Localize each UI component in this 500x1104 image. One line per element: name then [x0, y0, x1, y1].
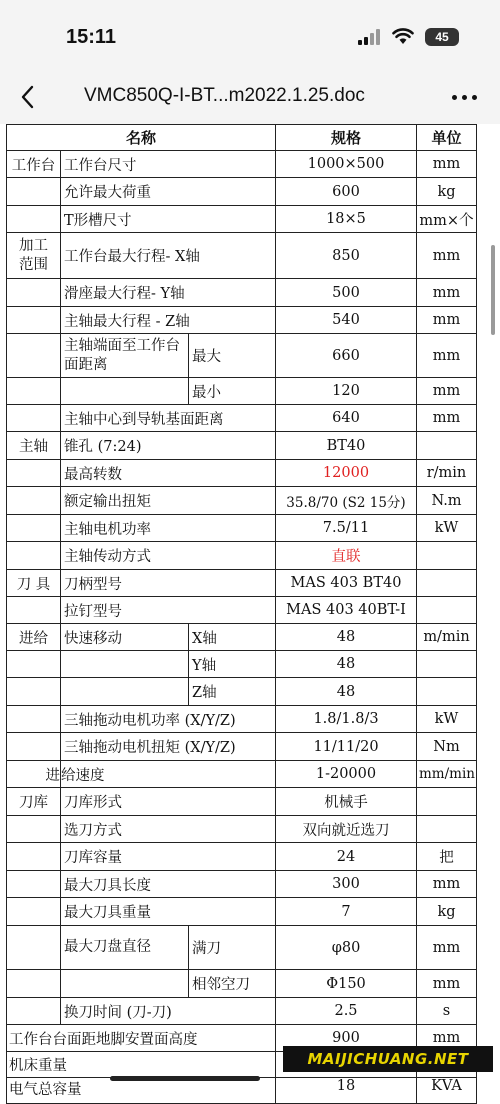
- watermark-logo: [283, 1046, 493, 1072]
- item-spec: 18×5: [276, 206, 417, 233]
- header-spec: 规格: [276, 125, 417, 151]
- header-name: 名称: [7, 125, 276, 151]
- spec-table: [6, 124, 477, 1104]
- item-spec-highlighted: 直联: [276, 542, 417, 570]
- item-name: 主轴端面至工作台面距离: [61, 334, 189, 378]
- category-cell: [7, 378, 61, 405]
- item-name: 工作台尺寸: [61, 151, 276, 178]
- item-name: 主轴最大行程 - Z轴: [61, 307, 276, 334]
- item-name: 拉钉型号: [61, 597, 276, 624]
- navigation-bar: [0, 70, 500, 124]
- category-cell: [7, 678, 61, 706]
- item-name: 三轴拖动电机功率 (X/Y/Z): [61, 706, 276, 733]
- table-row: [7, 816, 477, 843]
- item-unit: [417, 597, 477, 624]
- item-unit: mm: [417, 378, 477, 405]
- table-row: [7, 898, 477, 926]
- category-cell: [7, 926, 61, 970]
- item-unit: mm×个: [417, 206, 477, 233]
- status-bar: [0, 0, 500, 70]
- category-cell: 主轴: [7, 432, 61, 460]
- item-spec: 1000×500: [276, 151, 417, 178]
- watermark-text: MAIJICHUANG.NET: [307, 1050, 469, 1068]
- category-cell: [7, 279, 61, 307]
- category-cell: 加工范围: [7, 233, 61, 279]
- table-row: [7, 307, 477, 334]
- item-unit: mm: [417, 970, 477, 998]
- item-spec: 48: [276, 624, 417, 651]
- item-name: [61, 651, 189, 678]
- item-unit: kW: [417, 515, 477, 542]
- category-cell: [7, 307, 61, 334]
- category-cell: [7, 871, 61, 898]
- item-name: 三轴拖动电机扭矩 (X/Y/Z): [61, 733, 276, 761]
- item-spec: 1-20000: [276, 761, 417, 788]
- header-unit: 单位: [417, 125, 477, 151]
- item-name: 主轴中心到导轨基面距离: [61, 405, 276, 432]
- item-name: 额定输出扭矩: [61, 487, 276, 515]
- wifi-icon: [392, 27, 414, 45]
- item-spec: MAS 403 BT40: [276, 570, 417, 597]
- item-spec: 2.5: [276, 998, 417, 1025]
- status-time: 15:11: [66, 26, 117, 48]
- item-unit: [417, 651, 477, 678]
- category-cell: [7, 898, 61, 926]
- more-options-icon[interactable]: [452, 94, 478, 102]
- category-cell: [7, 651, 61, 678]
- item-unit: [417, 542, 477, 570]
- item-name: 最高转数: [61, 460, 276, 487]
- document-title: VMC850Q-I-BT...m2022.1.25.doc: [84, 85, 365, 106]
- item-unit: [417, 432, 477, 460]
- item-unit: [417, 788, 477, 816]
- category-cell: [7, 597, 61, 624]
- item-name: 锥孔 (7:24): [61, 432, 276, 460]
- table-row: [7, 206, 477, 233]
- item-name: 快速移动: [61, 624, 189, 651]
- table-row: [7, 678, 477, 706]
- item-spec: 640: [276, 405, 417, 432]
- item-subname: 最小: [189, 378, 276, 405]
- table-row: [7, 970, 477, 998]
- table-row: [7, 542, 477, 570]
- item-unit: kW: [417, 706, 477, 733]
- item-name: 滑座最大行程- Y轴: [61, 279, 276, 307]
- item-unit: mm: [417, 151, 477, 178]
- category-cell: [7, 334, 61, 378]
- item-name: 主轴电机功率: [61, 515, 276, 542]
- item-name: T形槽尺寸: [61, 206, 276, 233]
- item-spec: 850: [276, 233, 417, 279]
- table-row: [7, 279, 477, 307]
- item-unit: KVA: [417, 1078, 477, 1104]
- item-spec: 500: [276, 279, 417, 307]
- category-cell: [7, 206, 61, 233]
- table-row: [7, 460, 477, 487]
- vertical-scrollbar[interactable]: [491, 245, 495, 335]
- item-spec: 1.8/1.8/3: [276, 706, 417, 733]
- table-row: [7, 926, 477, 970]
- item-subname: 满刀: [189, 926, 276, 970]
- category-cell: [7, 405, 61, 432]
- item-spec: 120: [276, 378, 417, 405]
- table-row: [7, 733, 477, 761]
- item-spec: 660: [276, 334, 417, 378]
- item-spec: 540: [276, 307, 417, 334]
- item-unit: N.m: [417, 487, 477, 515]
- item-spec: 7: [276, 898, 417, 926]
- category-cell: 刀 具: [7, 570, 61, 597]
- category-cell: [7, 706, 61, 733]
- item-name: 刀柄型号: [61, 570, 276, 597]
- category-cell: [7, 816, 61, 843]
- item-name: [61, 678, 189, 706]
- item-spec: 35.8/70 (S2 15分): [276, 487, 417, 515]
- item-unit: mm: [417, 405, 477, 432]
- table-row: [7, 843, 477, 871]
- item-name: 工作台最大行程- X轴: [61, 233, 276, 279]
- item-subname: 最大: [189, 334, 276, 378]
- table-row: [7, 405, 477, 432]
- item-unit: [417, 678, 477, 706]
- item-unit: s: [417, 998, 477, 1025]
- category-cell: [7, 843, 61, 871]
- item-name: 工作台台面距地脚安置面高度: [7, 1025, 276, 1052]
- table-row: [7, 761, 477, 788]
- item-spec: 900: [276, 1025, 417, 1052]
- category-cell: 进: [7, 761, 61, 788]
- battery-icon: 45: [425, 28, 459, 46]
- table-row: [7, 515, 477, 542]
- item-spec: 300: [276, 871, 417, 898]
- home-indicator[interactable]: [110, 1076, 260, 1081]
- item-spec-highlighted: 12000: [276, 460, 417, 487]
- category-cell: [7, 178, 61, 206]
- item-unit: Nm: [417, 733, 477, 761]
- table-row: [7, 597, 477, 624]
- item-name: 给速度: [61, 761, 276, 788]
- table-row: [7, 624, 477, 651]
- category-cell: [7, 998, 61, 1025]
- item-name: 最大刀盘直径: [61, 926, 189, 970]
- category-cell: [7, 487, 61, 515]
- item-name: [61, 378, 189, 405]
- back-chevron-icon[interactable]: [16, 84, 40, 110]
- item-unit: m/min: [417, 624, 477, 651]
- item-unit: mm: [417, 334, 477, 378]
- table-row: [7, 1078, 477, 1104]
- item-spec: 600: [276, 178, 417, 206]
- item-unit: [417, 816, 477, 843]
- item-unit: mm: [417, 926, 477, 970]
- item-unit: [417, 570, 477, 597]
- item-name: 刀库形式: [61, 788, 276, 816]
- item-spec: 24: [276, 843, 417, 871]
- document-content[interactable]: [0, 124, 500, 1098]
- item-unit: mm: [417, 279, 477, 307]
- table-row: [7, 378, 477, 405]
- table-row: [7, 788, 477, 816]
- category-cell: [7, 733, 61, 761]
- item-name: [61, 970, 189, 998]
- item-spec: 48: [276, 678, 417, 706]
- item-unit: kg: [417, 898, 477, 926]
- category-cell: [7, 460, 61, 487]
- item-name: 主轴传动方式: [61, 542, 276, 570]
- item-name: 换刀时间 (刀-刀): [61, 998, 276, 1025]
- table-row: [7, 570, 477, 597]
- item-name: 最大刀具长度: [61, 871, 276, 898]
- item-name: 允许最大荷重: [61, 178, 276, 206]
- item-unit: 把: [417, 843, 477, 871]
- item-spec: 18: [276, 1078, 417, 1104]
- category-cell: 工作台: [7, 151, 61, 178]
- item-name: 刀库容量: [61, 843, 276, 871]
- category-cell: [7, 542, 61, 570]
- cellular-signal-icon: [358, 29, 384, 45]
- item-name: 选刀方式: [61, 816, 276, 843]
- table-row: [7, 651, 477, 678]
- item-name: 电气总容量: [7, 1078, 276, 1104]
- item-spec: Φ150: [276, 970, 417, 998]
- category-cell: [7, 515, 61, 542]
- item-subname: Z轴: [189, 678, 276, 706]
- item-subname: Y轴: [189, 651, 276, 678]
- item-spec: 7.5/11: [276, 515, 417, 542]
- item-unit: mm: [417, 871, 477, 898]
- item-unit: r/min: [417, 460, 477, 487]
- item-spec: 11/11/20: [276, 733, 417, 761]
- table-row: [7, 432, 477, 460]
- category-cell: 刀库: [7, 788, 61, 816]
- item-unit: kg: [417, 178, 477, 206]
- table-row: [7, 233, 477, 279]
- table-header-row: [7, 125, 477, 151]
- item-spec: BT40: [276, 432, 417, 460]
- item-spec: 48: [276, 651, 417, 678]
- table-row: [7, 998, 477, 1025]
- item-spec: 双向就近选刀: [276, 816, 417, 843]
- item-subname: 相邻空刀: [189, 970, 276, 998]
- item-spec: MAS 403 40BT-Ⅰ: [276, 597, 417, 624]
- table-row: [7, 871, 477, 898]
- item-name: 最大刀具重量: [61, 898, 276, 926]
- item-unit: mm: [417, 1025, 477, 1052]
- item-subname: X轴: [189, 624, 276, 651]
- item-name: 机床重量: [7, 1052, 276, 1078]
- item-unit: mm: [417, 233, 477, 279]
- table-row: [7, 487, 477, 515]
- table-row: [7, 334, 477, 378]
- item-spec: φ80: [276, 926, 417, 970]
- item-unit: mm/min: [417, 761, 477, 788]
- category-cell: [7, 970, 61, 998]
- item-unit: mm: [417, 307, 477, 334]
- table-row: [7, 706, 477, 733]
- category-cell: 进给: [7, 624, 61, 651]
- item-spec: 机械手: [276, 788, 417, 816]
- table-row: [7, 151, 477, 178]
- table-row: [7, 178, 477, 206]
